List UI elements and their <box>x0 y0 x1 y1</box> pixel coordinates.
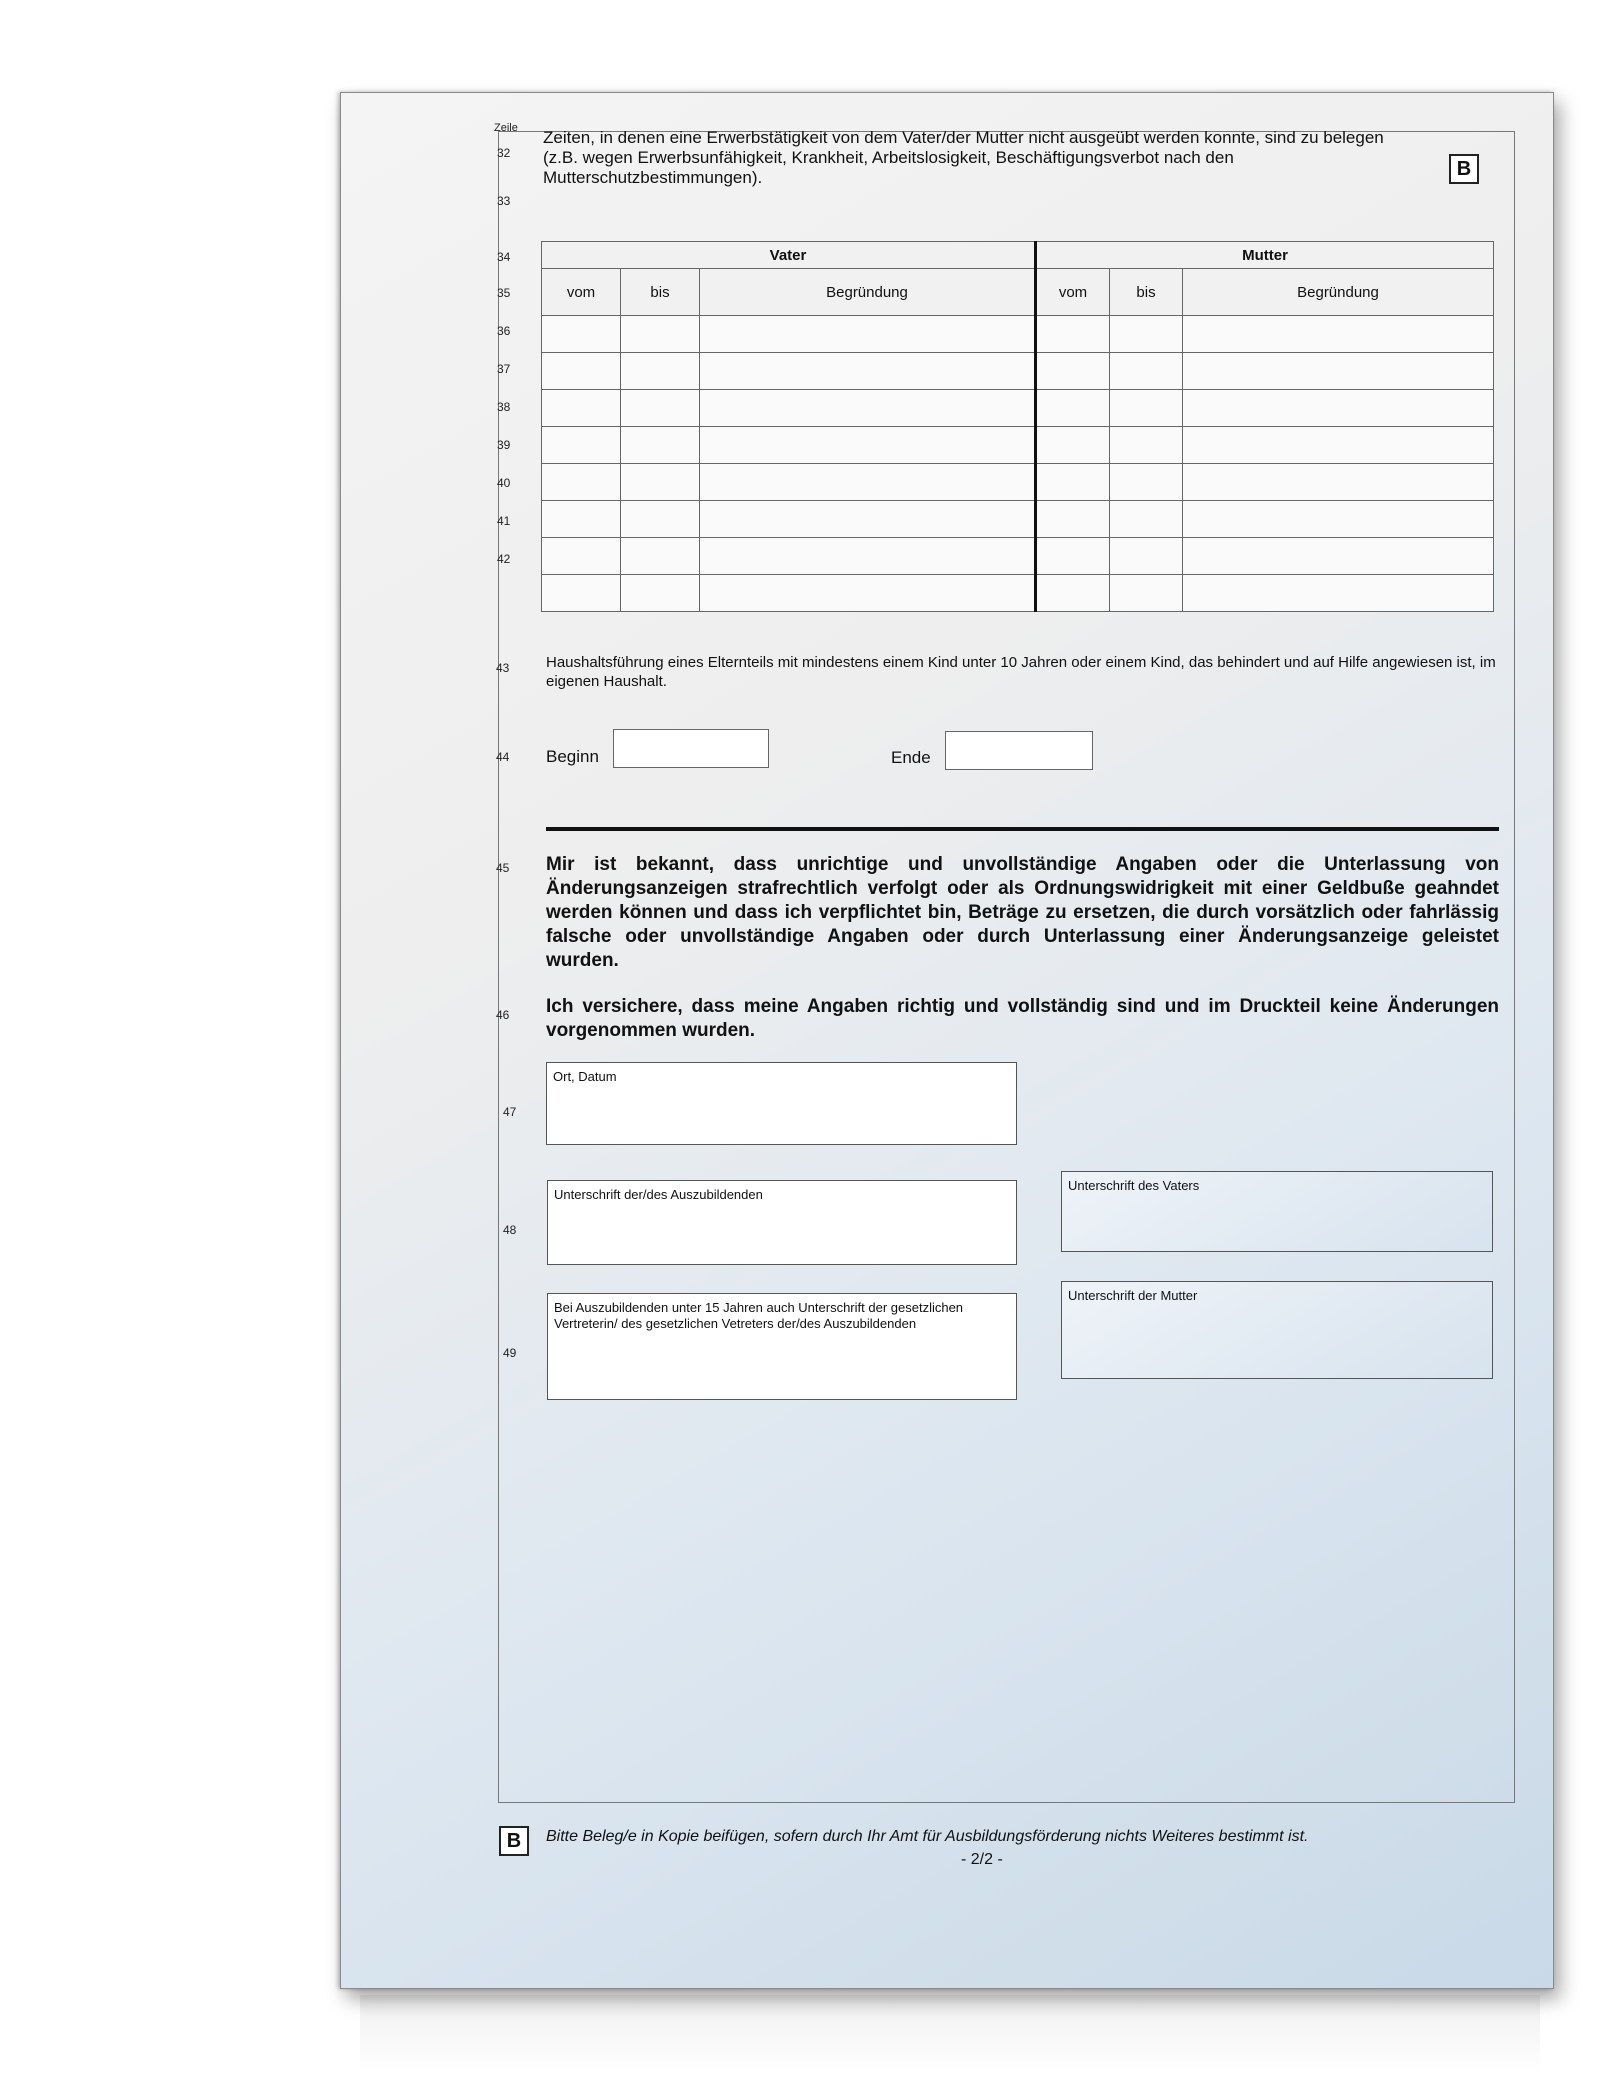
signature-mutter-field[interactable] <box>1061 1281 1493 1379</box>
table-row <box>542 538 1494 575</box>
footer-note: Bitte Beleg/e in Kopie beifügen, sofern durch Ihr Amt für Ausbildungsförderung nichts Weiteres bestimmt ist. <box>546 1828 1309 1845</box>
mutter-bis-cell[interactable] <box>1110 575 1183 612</box>
vater-begruendung-cell[interactable] <box>700 427 1036 464</box>
line-number: 49 <box>503 1346 517 1360</box>
line-number: 43 <box>496 661 510 675</box>
line-number: 39 <box>497 438 511 452</box>
section-32-line1: Zeiten, in denen eine Erwerbstätigkeit von dem Vater/der Mutter nicht ausgeübt werden konnte, sind zu belegen <box>543 128 1384 147</box>
vater-bis-cell[interactable] <box>621 390 700 427</box>
mutter-begruendung-cell[interactable] <box>1183 390 1494 427</box>
mutter-begruendung-cell[interactable] <box>1183 353 1494 390</box>
mutter-vom-cell[interactable] <box>1036 538 1110 575</box>
mutter-bis-cell[interactable] <box>1110 464 1183 501</box>
vater-begruendung-header: Begründung <box>700 269 1036 316</box>
section-46-assurance: Ich versichere, dass meine Angaben richtig und vollständig sind und im Druckteil keine Änderungen vorgenommen wurden. <box>546 996 1499 1041</box>
beginn-input[interactable] <box>613 729 769 768</box>
mutter-vom-cell[interactable] <box>1036 316 1110 353</box>
page-reflection <box>360 1995 1540 2075</box>
mutter-begruendung-header: Begründung <box>1183 269 1494 316</box>
vater-vom-cell[interactable] <box>542 501 621 538</box>
mutter-bis-cell[interactable] <box>1110 427 1183 464</box>
footer-beleg-badge: B <box>499 1826 529 1856</box>
vater-header: Vater <box>542 242 1036 269</box>
mutter-begruendung-cell[interactable] <box>1183 538 1494 575</box>
vater-vom-cell[interactable] <box>542 575 621 612</box>
mutter-bis-cell[interactable] <box>1110 538 1183 575</box>
divider <box>546 827 1499 831</box>
line-number: 38 <box>497 400 511 414</box>
vater-begruendung-cell[interactable] <box>700 538 1036 575</box>
section-43-text: Haushaltsführung eines Elternteils mit mindestens einem Kind unter 10 Jahren oder einem Kind, das behindert und auf Hilfe angewiesen ist, im eigenen Haushalt. <box>546 654 1496 690</box>
vater-bis-cell[interactable] <box>621 501 700 538</box>
beleg-badge: B <box>1449 154 1479 184</box>
vater-bis-cell[interactable] <box>621 427 700 464</box>
vater-vom-cell[interactable] <box>542 353 621 390</box>
line-number: 48 <box>503 1223 517 1237</box>
table-row <box>542 353 1494 390</box>
line-number: 34 <box>497 250 511 264</box>
line-number: 35 <box>497 286 511 300</box>
field-label: Unterschrift des Vaters <box>1068 1178 1200 1193</box>
document-page <box>340 92 1554 1989</box>
mutter-bis-cell[interactable] <box>1110 501 1183 538</box>
vater-vom-cell[interactable] <box>542 464 621 501</box>
mutter-vom-cell[interactable] <box>1036 464 1110 501</box>
vater-vom-header: vom <box>542 269 621 316</box>
mutter-begruendung-cell[interactable] <box>1183 464 1494 501</box>
line-number: 44 <box>496 750 510 764</box>
line-number: 41 <box>497 514 511 528</box>
mutter-begruendung-cell[interactable] <box>1183 501 1494 538</box>
vater-begruendung-cell[interactable] <box>700 353 1036 390</box>
table-row <box>542 390 1494 427</box>
line-number: 46 <box>496 1008 510 1022</box>
vater-vom-cell[interactable] <box>542 316 621 353</box>
mutter-bis-cell[interactable] <box>1110 390 1183 427</box>
vater-begruendung-cell[interactable] <box>700 464 1036 501</box>
line-number: 40 <box>497 476 511 490</box>
table-row <box>542 427 1494 464</box>
section-45-declaration: Mir ist bekannt, dass unrichtige und unvollständige Angaben oder die Unterlassung von Änderungsanzeigen strafrechtlich verfolgt oder als Ordnungswidrigkeit mit einer Geldbuße geahndet werden können und dass ich verpflichtet bin, Beträge zu ersetzen, die durch vorsätzlich oder fahrlässig falsche oder unvollständige Angaben oder durch Unterlassung einer Änderungsanzeige geleistet wurden. <box>546 854 1499 971</box>
line-number: 47 <box>503 1105 517 1119</box>
line-number: 37 <box>497 362 511 376</box>
section-32-text <box>543 128 1433 188</box>
vater-begruendung-cell[interactable] <box>700 575 1036 612</box>
field-label: Bei Auszubildenden unter 15 Jahren auch Unterschrift der gesetzlichen Vertreterin/ des gesetzlichen Vetreters der/des Auszubildenden <box>554 1300 964 1331</box>
mutter-bis-header: bis <box>1110 269 1183 316</box>
vater-begruendung-cell[interactable] <box>700 316 1036 353</box>
table-row <box>542 316 1494 353</box>
mutter-vom-cell[interactable] <box>1036 427 1110 464</box>
ort-datum-field[interactable] <box>546 1062 1017 1145</box>
vater-vom-cell[interactable] <box>542 538 621 575</box>
mutter-begruendung-cell[interactable] <box>1183 427 1494 464</box>
beginn-label: Beginn <box>546 747 599 766</box>
field-label: Ort, Datum <box>553 1069 617 1084</box>
table-row <box>542 575 1494 612</box>
table-row <box>542 501 1494 538</box>
vater-bis-cell[interactable] <box>621 575 700 612</box>
vater-bis-cell[interactable] <box>621 316 700 353</box>
mutter-vom-header: vom <box>1036 269 1110 316</box>
mutter-vom-cell[interactable] <box>1036 353 1110 390</box>
line-number: 45 <box>496 861 510 875</box>
vater-bis-cell[interactable] <box>621 538 700 575</box>
line-number: 33 <box>497 194 511 208</box>
line-number: 32 <box>497 146 511 160</box>
mutter-bis-cell[interactable] <box>1110 353 1183 390</box>
signature-vater-field[interactable] <box>1061 1171 1493 1252</box>
vater-begruendung-cell[interactable] <box>700 501 1036 538</box>
zeile-label: Zeile <box>494 122 518 134</box>
vater-vom-cell[interactable] <box>542 390 621 427</box>
mutter-header: Mutter <box>1036 242 1494 269</box>
vater-vom-cell[interactable] <box>542 427 621 464</box>
vater-bis-cell[interactable] <box>621 464 700 501</box>
ende-input[interactable] <box>945 731 1093 770</box>
mutter-vom-cell[interactable] <box>1036 501 1110 538</box>
mutter-vom-cell[interactable] <box>1036 390 1110 427</box>
employment-gaps-table <box>541 241 1494 612</box>
vater-bis-header: bis <box>621 269 700 316</box>
section-32-line2: (z.B. wegen Erwerbsunfähigkeit, Krankheit, Arbeitslosigkeit, Beschäftigungsverbot nach den Mutterschutzbestimmungen). <box>543 148 1234 187</box>
mutter-begruendung-cell[interactable] <box>1183 316 1494 353</box>
mutter-vom-cell[interactable] <box>1036 575 1110 612</box>
table-row <box>542 464 1494 501</box>
line-number: 42 <box>497 552 511 566</box>
signature-vertreter-field[interactable] <box>547 1293 1017 1400</box>
mutter-bis-cell[interactable] <box>1110 316 1183 353</box>
line-number: 36 <box>497 324 511 338</box>
field-label: Unterschrift der Mutter <box>1068 1288 1198 1303</box>
field-label: Unterschrift der/des Auszubildenden <box>554 1187 763 1202</box>
mutter-begruendung-cell[interactable] <box>1183 575 1494 612</box>
vater-bis-cell[interactable] <box>621 353 700 390</box>
signature-azubi-field[interactable] <box>547 1180 1017 1265</box>
ende-label: Ende <box>891 748 931 767</box>
page-number: - 2/2 - <box>961 1851 1003 1868</box>
vater-begruendung-cell[interactable] <box>700 390 1036 427</box>
